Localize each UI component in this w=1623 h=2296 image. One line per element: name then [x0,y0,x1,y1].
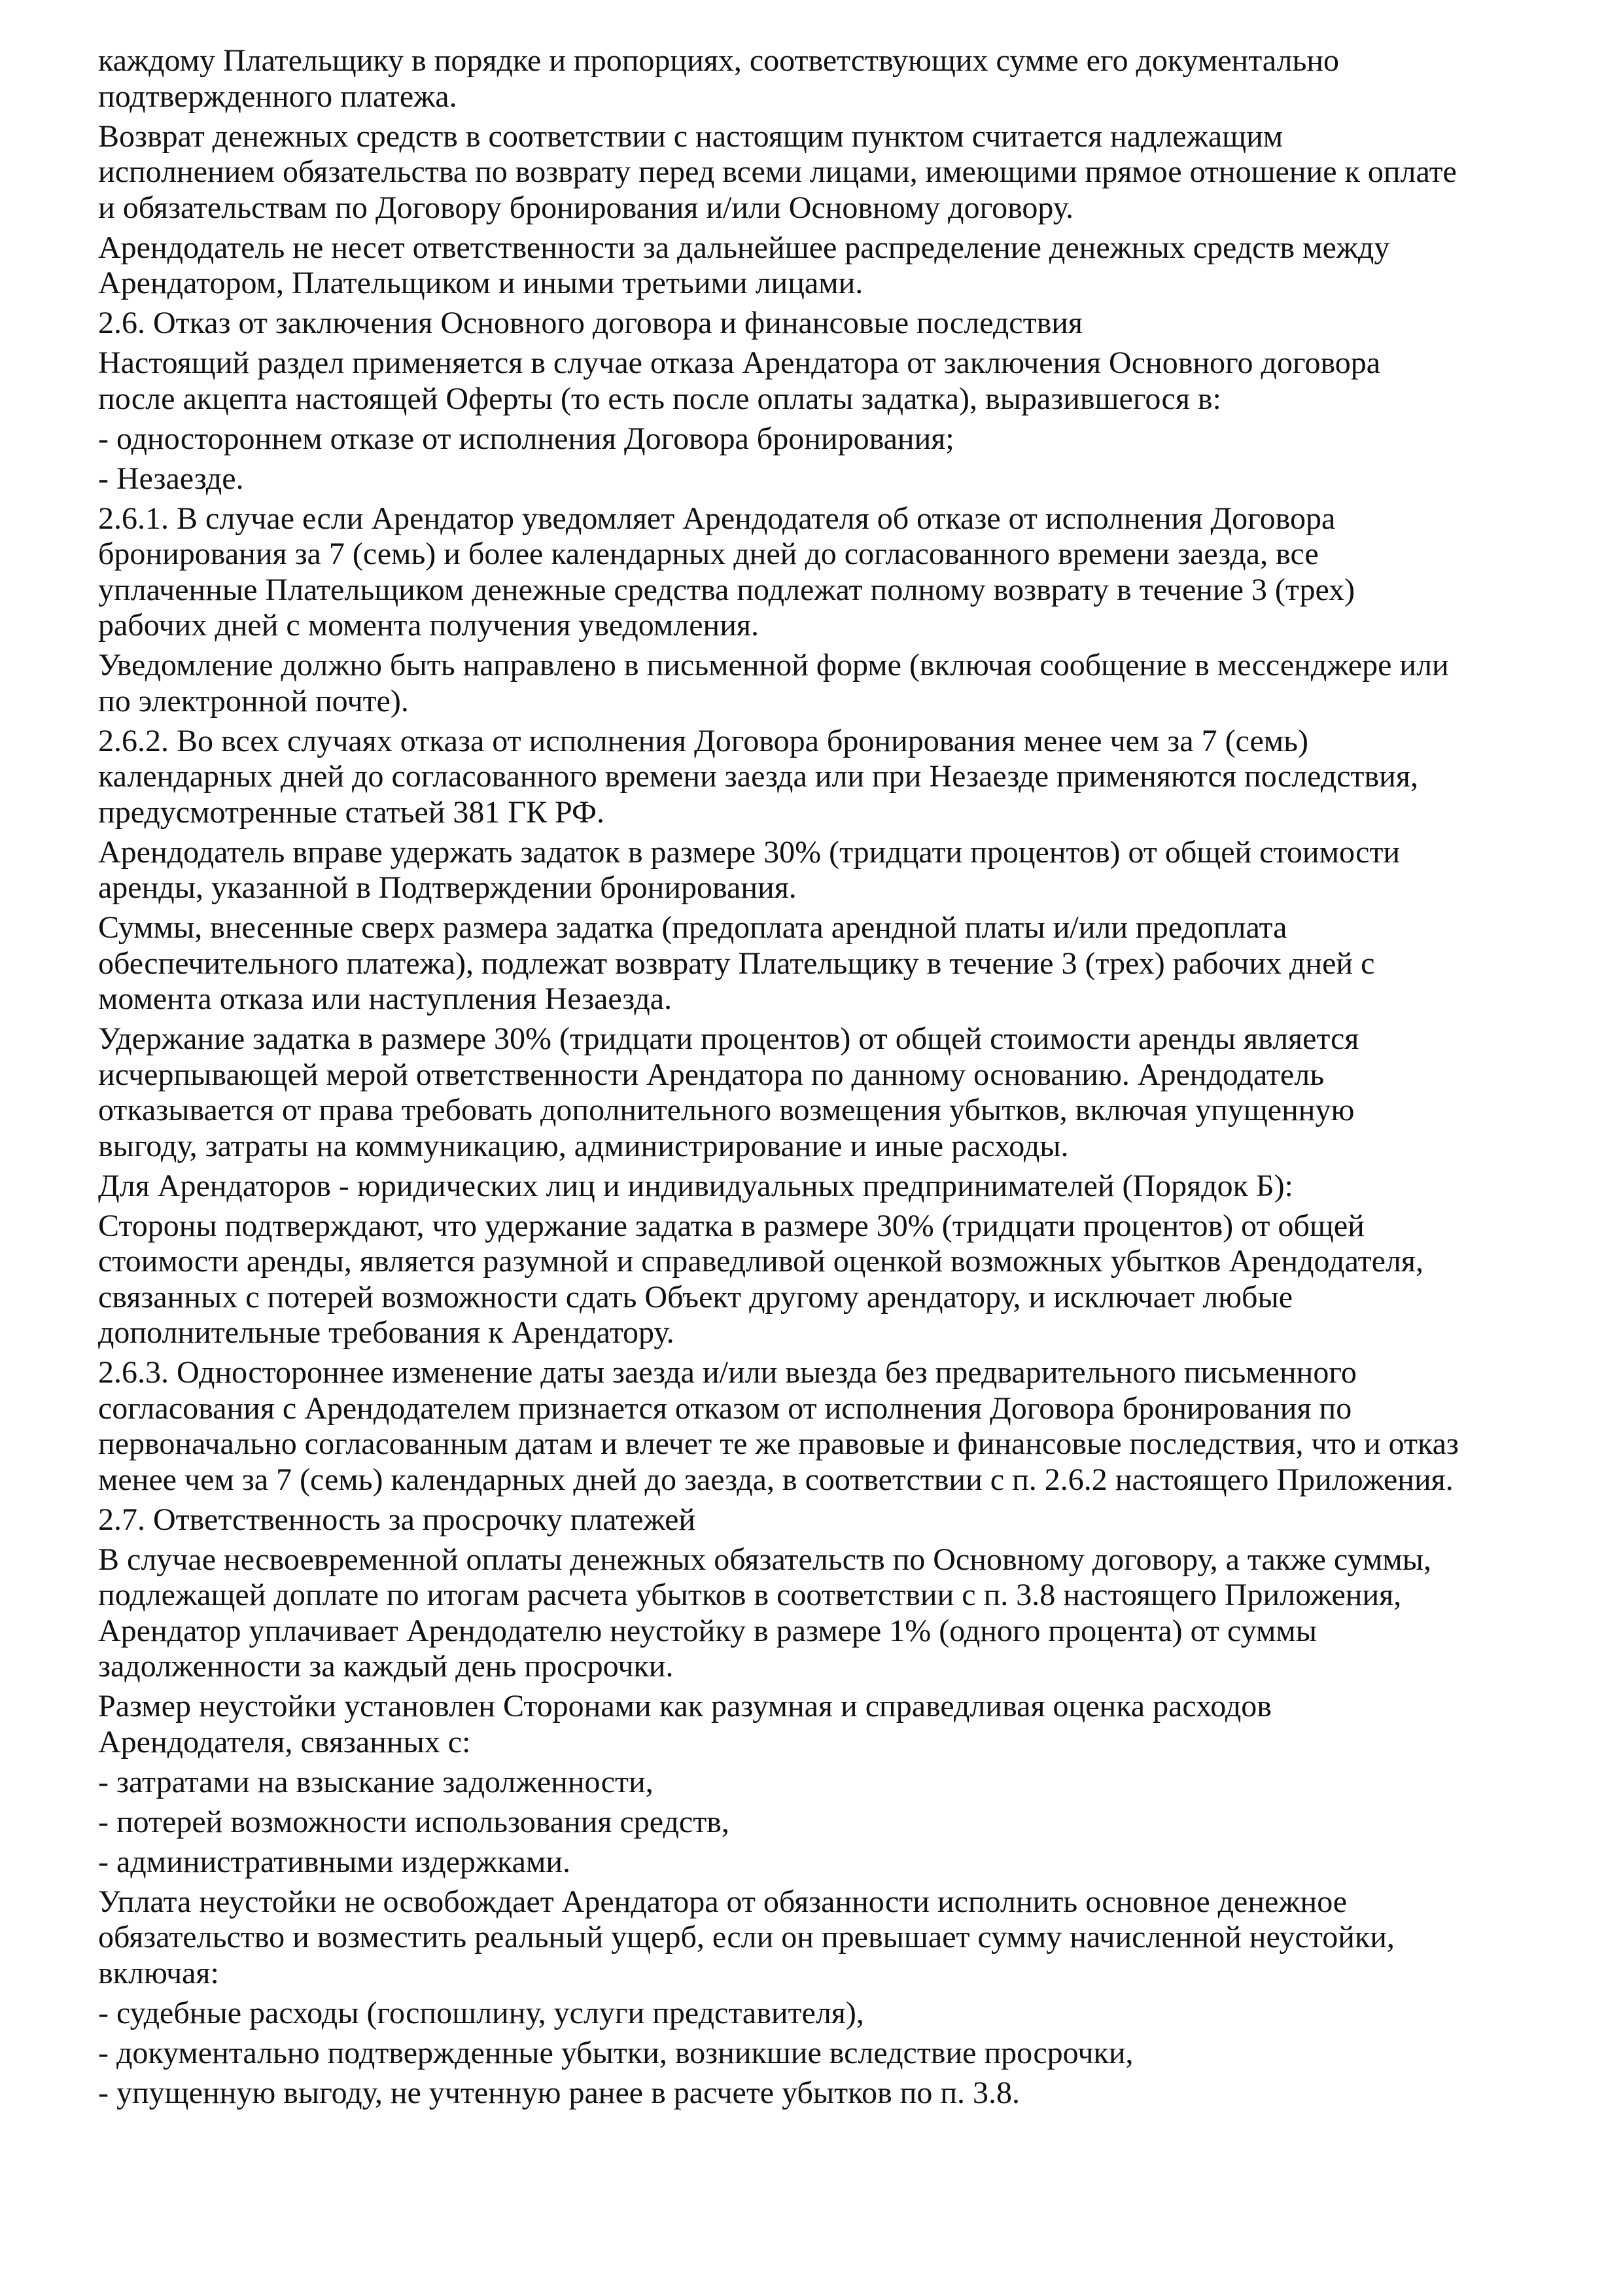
text-line: выгоду, затраты на коммуникацию, администрирование и иные расходы. [98,1128,1069,1163]
list-item: - судебные расходы (госпошлину, услуги представителя), [98,1995,864,2030]
document-page [98,43,1537,2115]
text-line: момента отказа или наступления Незаезда. [98,981,672,1016]
list-item-no-show [98,461,1537,497]
list-item: - потерей возможности использования средств, [98,1804,729,1839]
paragraph-penalty-not-release [98,1884,1537,1992]
list-item: - административными издержками. [98,1844,571,1879]
text-line: каждому Плательщику в порядке и пропорциях, соответствующих сумме его документально [98,43,1340,78]
text-line: Удержание задатка в размере 30% (тридцати процентов) от общей стоимости аренды является [98,1021,1359,1056]
paragraph-deposit-retention [98,835,1537,906]
text-line: 2.6.3. Одностороннее изменение даты заезда и/или выезда без предварительного письменного [98,1355,1357,1390]
paragraph-late-payment-penalty [98,1542,1537,1685]
text-line: 2.6.2. Во всех случаях отказа от исполнения Договора бронирования менее чем за 7 (семь) [98,723,1308,758]
section-heading-2-7 [98,1502,1537,1538]
text-line: рабочих дней с момента получения уведомления. [98,608,759,643]
text-line: исполнением обязательства по возврату перед всеми лицами, имеющими прямое отношение к оплате [98,154,1457,189]
clause-2-6-1 [98,501,1537,644]
text-line: Уплата неустойки не освобождает Арендатора от обязанности исполнить основное денежное [98,1884,1348,1919]
text-line: первоначально согласованным датам и влечет те же правовые и финансовые последствия, что и отказ [98,1426,1459,1461]
section-heading: 2.7. Ответственность за просрочку платежей [98,1502,696,1537]
paragraph-payer-distribution [98,43,1537,115]
text-line: Для Арендаторов - юридических лиц и индивидуальных предпринимателей (Порядок Б): [98,1168,1293,1203]
text-line: аренды, указанной в Подтверждении бронирования. [98,870,797,905]
section-heading-2-6 [98,306,1537,342]
paragraph-landlord-no-liability [98,230,1537,302]
text-line: Возврат денежных средств в соответствии с настоящим пунктом считается надлежащим [98,118,1283,154]
text-line: отказывается от права требовать дополнительного возмещения убытков, включая упущенную [98,1093,1355,1127]
paragraph-notification-form [98,648,1537,719]
text-line: Арендодатель не несет ответственности за дальнейшее распределение денежных средств между [98,230,1390,265]
list-item: - документально подтвержденные убытки, возникшие вследствие просрочки, [98,2035,1134,2070]
clause-2-6-3 [98,1355,1537,1498]
text-line: менее чем за 7 (семь) календарных дней до заезда, в соответствии с п. 2.6.2 настоящего Приложения. [98,1462,1454,1497]
text-line: по электронной почте). [98,683,409,718]
list-item-lost-profit [98,2075,1537,2111]
text-line: включая: [98,1955,219,1990]
list-item-collection-costs [98,1765,1537,1801]
paragraph-parties-confirm [98,1209,1537,1351]
text-line: Арендатором, Плательщиком и иными третьими лицами. [98,266,864,300]
list-item-lost-funds-use [98,1805,1537,1841]
text-line: Уведомление должно быть направлено в письменной форме (включая сообщение в мессенджере или [98,648,1449,682]
text-line: согласования с Арендодателем признается отказом от исполнения Договора бронирования по [98,1390,1352,1426]
text-line: В случае несвоевременной оплаты денежных обязательств по Основному договору, а также суммы, [98,1542,1431,1577]
text-line: бронирования за 7 (семь) и более календарных дней до согласованного времени заезда, все [98,537,1319,571]
text-line: дополнительные требования к Арендатору. [98,1315,674,1350]
section-heading: 2.6. Отказ от заключения Основного договора и финансовые последствия [98,306,1083,340]
text-line: обязательство и возместить реальный ущерб, если он превышает сумму начисленной неустойки, [98,1920,1395,1954]
text-line: исчерпывающей мерой ответственности Арендатора по данному основанию. Арендодатель [98,1057,1325,1092]
list-item: - одностороннем отказе от исполнения Договора бронирования; [98,421,954,456]
clause-2-6-2 [98,724,1537,831]
text-line: Стороны подтверждают, что удержание задатка в размере 30% (тридцати процентов) от общей [98,1208,1365,1243]
text-line: Арендодатель вправе удержать задаток в размере 30% (тридцати процентов) от общей стоимости [98,834,1401,870]
text-line: уплаченные Плательщиком денежные средства подлежат полному возврату в течение 3 (трех) [98,572,1355,607]
list-item-admin-costs [98,1845,1537,1881]
text-line: предусмотренные статьей 381 ГК РФ. [98,794,604,830]
paragraph-legal-entities-heading [98,1169,1537,1205]
paragraph-penalty-rationale [98,1689,1537,1760]
paragraph-refund-fulfillment [98,119,1537,226]
paragraph-exhaustive-liability [98,1021,1537,1164]
text-line: Арендодателя, связанных с: [98,1724,471,1759]
text-line: календарных дней до согласованного времени заезда или при Незаезде применяются последствия, [98,759,1418,794]
paragraph-excess-sums-refund [98,910,1537,1017]
list-item: - затратами на взыскание задолженности, [98,1764,654,1799]
text-line: стоимости аренды, является разумной и справедливой оценкой возможных убытков Арендодателя, [98,1244,1423,1279]
text-line: после акцепта настоящей Оферты (то есть после оплаты задатка), выразившегося в: [98,381,1221,416]
text-line: Арендатор уплачивает Арендодателю неустойку в размере 1% (одного процента) от суммы [98,1613,1318,1648]
paragraph-section-scope [98,345,1537,417]
text-line: 2.6.1. В случае если Арендатор уведомляет Арендодателя об отказе от исполнения Договора [98,501,1336,536]
list-item-unilateral-refusal [98,421,1537,457]
text-line: подтвержденного платежа. [98,79,457,114]
list-item: - упущенную выгоду, не учтенную ранее в расчете убытков по п. 3.8. [98,2075,1021,2110]
list-item: - Незаезде. [98,461,244,496]
text-line: подлежащей доплате по итогам расчета убытков в соответствии с п. 3.8 настоящего Приложения, [98,1578,1402,1612]
list-item-documented-losses [98,2036,1537,2072]
text-line: и обязательствам по Договору бронирования и/или Основному договору. [98,190,1073,225]
text-line: связанных с потерей возможности сдать Объект другому арендатору, и исключает любые [98,1279,1293,1315]
text-line: Настоящий раздел применяется в случае отказа Арендатора от заключения Основного договора [98,345,1381,380]
text-line: Размер неустойки установлен Сторонами как разумная и справедливая оценка расходов [98,1689,1272,1723]
text-line: Суммы, внесенные сверх размера задатка (предоплата арендной платы и/или предоплата [98,910,1287,945]
list-item-court-costs [98,1996,1537,2032]
text-line: задолженности за каждый день просрочки. [98,1649,674,1684]
text-line: обеспечительного платежа), подлежат возврату Плательщику в течение 3 (трех) рабочих дней с [98,945,1375,981]
